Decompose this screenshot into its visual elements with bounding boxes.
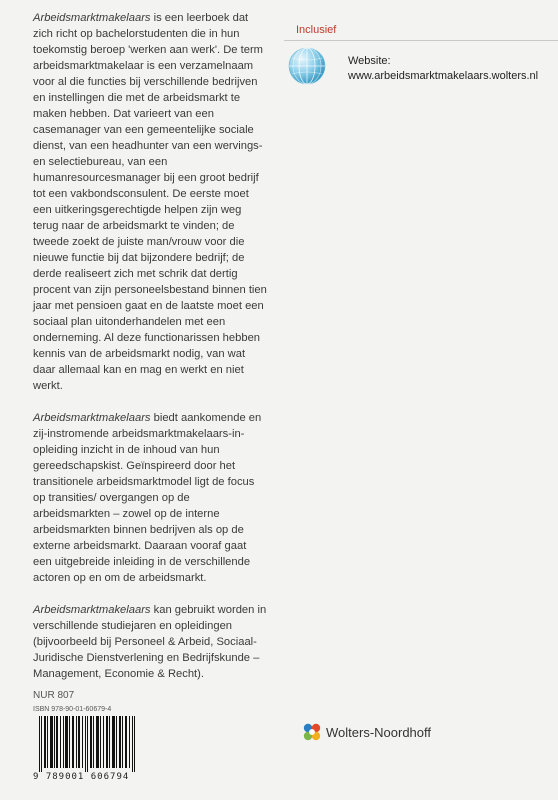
paragraph-3-text: kan gebruikt worden in verschillende studiejaren en opleidingen (bijvoorbeeld bij Personeel & Arbeid, Sociaal-Juridische Dienstverlening en Bedrijfskunde – Management, Economie & Recht). <box>33 604 267 680</box>
isbn: ISBN 978-90-01-60679-4 <box>33 706 112 713</box>
website-url[interactable]: www.arbeidsmarktmakelaars.wolters.nl <box>348 70 539 82</box>
barcode <box>33 704 145 784</box>
paragraph-1-text: is een leerboek dat zich richt op bachelorstudenten die in hun toekomstig beroep 'werken aan werk'. De term arbeidsmarktmakelaar is een verzamelnaam voor al die functies bij verschillende bedrijven en instellingen die met de arbeidsmarkt te maken hebben. Dat varieert van een casemanager van een gemeentelijke sociale dienst, van een headhunter van een wervings- en selectiebureau, van een humanresourcesmanager bij een groot bedrijf tot een vakbondsconsulent. De eerste moet een uitkeringsgerechtigde helpen zijn weg terug naar de arbeidsmarkt te vinden; de tweede zoekt de juiste man/vrouw voor die nieuwe functie bij dat bijzondere bedrijf; de derde realiseert zich met schrik dat dertig procent van zijn personeelsbestand binnen tien jaar met pensioen gaat en de laatste moet een sociaal plan uitonderhandelen met een onderneming. Al deze functionarissen hebben kennis van de arbeidsmarkt nodig, van wat daar allemaal kan en mag en werkt en niet werkt. <box>33 12 267 392</box>
globe-icon <box>287 46 327 86</box>
barcode-number: 9 789001 606794 <box>33 772 130 782</box>
website-label: Website: <box>348 55 391 67</box>
publisher-logo <box>302 722 431 742</box>
barcode-bars <box>33 716 145 772</box>
wolters-noordhoff-icon <box>302 722 322 742</box>
paragraph-2 <box>33 410 268 586</box>
nur-code: NUR 807 <box>33 690 75 701</box>
book-title-italic: Arbeidsmarktmakelaars <box>33 412 151 424</box>
paragraph-3 <box>33 602 268 682</box>
book-title-italic: Arbeidsmarktmakelaars <box>33 604 151 616</box>
paragraph-1 <box>33 10 268 394</box>
back-cover-text <box>33 10 268 698</box>
publisher-name: Wolters-Noordhoff <box>326 724 432 740</box>
inclusief-divider <box>284 40 558 41</box>
inclusief-heading: Inclusief <box>296 24 337 36</box>
paragraph-2-text: biedt aankomende en zij-instromende arbeidsmarktmakelaars-in-opleiding inzicht in de inhoud van hun gereedschapskist. Geïnspireerd door het transitionele arbeidsmarktmodel ligt de focus op transities/ overgangen op de arbeidsmarkten – zowel op de interne arbeidsmarkten binnen bedrijven als op de externe arbeidsmarkt. Daaraan vooraf gaat een uitgebreide inleiding in de verschillende actoren op en om de arbeidsmarkt. <box>33 412 262 584</box>
book-title-italic: Arbeidsmarktmakelaars <box>33 12 151 24</box>
